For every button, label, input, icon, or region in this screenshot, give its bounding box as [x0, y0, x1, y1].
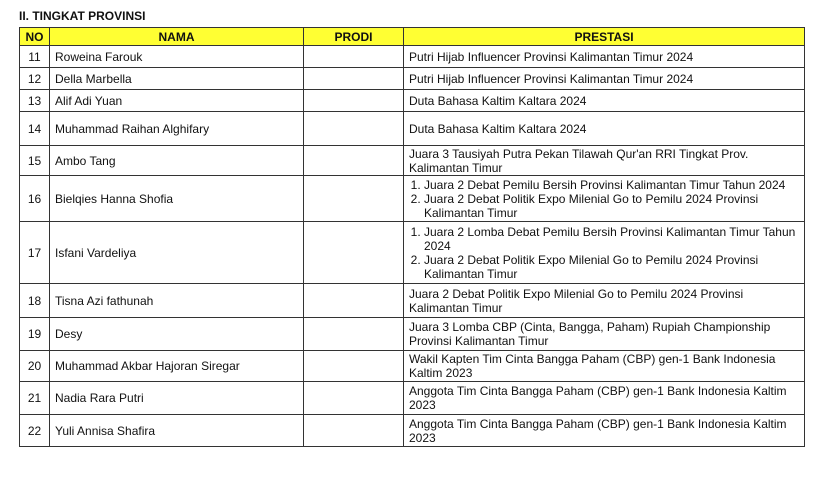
cell-no: 13 [20, 90, 50, 112]
cell-prestasi [404, 284, 805, 318]
table-row [20, 351, 805, 382]
cell-prodi [304, 222, 404, 284]
cell-nama: Roweina Farouk [50, 46, 304, 68]
cell-nama: Nadia Rara Putri [50, 382, 304, 415]
cell-prestasi [404, 68, 805, 90]
cell-no: 20 [20, 351, 50, 382]
cell-prodi [304, 284, 404, 318]
prestasi-text: Anggota Tim Cinta Bangga Paham (CBP) gen-1 Bank Indonesia Kaltim 2023 [409, 416, 787, 445]
cell-prodi [304, 112, 404, 146]
prestasi-text: Juara 3 Tausiyah Putra Pekan Tilawah Qur'an RRI Tingkat Prov. Kalimantan Timur [409, 146, 749, 175]
cell-nama: Alif Adi Yuan [50, 90, 304, 112]
cell-prodi [304, 46, 404, 68]
cell-prodi [304, 176, 404, 222]
prestasi-text: Duta Bahasa Kaltim Kaltara 2024 [409, 93, 587, 108]
table-row [20, 68, 805, 90]
cell-no: 21 [20, 382, 50, 415]
table-row [20, 382, 805, 415]
table-row [20, 415, 805, 447]
cell-prodi [304, 415, 404, 447]
cell-prodi [304, 318, 404, 351]
cell-no: 18 [20, 284, 50, 318]
cell-prodi [304, 146, 404, 176]
cell-no: 22 [20, 415, 50, 447]
table-row [20, 222, 805, 284]
cell-prestasi [404, 351, 805, 382]
cell-prestasi [404, 222, 805, 284]
cell-no: 14 [20, 112, 50, 146]
cell-prestasi [404, 112, 805, 146]
cell-prestasi [404, 90, 805, 112]
cell-no: 12 [20, 68, 50, 90]
cell-nama: Bielqies Hanna Shofia [50, 176, 304, 222]
prestasi-item: 1. Juara 2 Lomba Debat Pemilu Bersih Provinsi Kalimantan Timur Tahun 2024 [424, 225, 799, 253]
cell-prestasi [404, 415, 805, 447]
table-row [20, 176, 805, 222]
cell-nama: Tisna Azi fathunah [50, 284, 304, 318]
section-title: II. TINGKAT PROVINSI [19, 9, 146, 23]
cell-nama: Yuli Annisa Shafira [50, 415, 304, 447]
cell-no: 16 [20, 176, 50, 222]
cell-prodi [304, 68, 404, 90]
header-prodi: PRODI [304, 28, 404, 46]
cell-nama: Ambo Tang [50, 146, 304, 176]
header-no: NO [20, 28, 50, 46]
cell-no: 15 [20, 146, 50, 176]
cell-nama: Desy [50, 318, 304, 351]
prestasi-text: Putri Hijab Influencer Provinsi Kalimantan Timur 2024 [409, 71, 694, 86]
prestasi-text: Wakil Kapten Tim Cinta Bangga Paham (CBP) gen-1 Bank Indonesia Kaltim 2023 [409, 352, 776, 380]
prestasi-text: Juara 3 Lomba CBP (Cinta, Bangga, Paham) Rupiah Championship Provinsi Kalimantan Timur [409, 320, 771, 348]
prestasi-text: Anggota Tim Cinta Bangga Paham (CBP) gen-1 Bank Indonesia Kaltim 2023 [409, 384, 787, 412]
prestasi-list [409, 225, 799, 281]
achievement-table [19, 27, 805, 447]
prestasi-item: 1. Juara 2 Debat Pemilu Bersih Provinsi Kalimantan Timur Tahun 2024 [424, 178, 799, 192]
cell-prestasi [404, 382, 805, 415]
table-row [20, 146, 805, 176]
table-row [20, 46, 805, 68]
cell-no: 19 [20, 318, 50, 351]
prestasi-text: Putri Hijab Influencer Provinsi Kalimantan Timur 2024 [409, 49, 694, 64]
cell-nama: Muhammad Akbar Hajoran Siregar [50, 351, 304, 382]
cell-prodi [304, 351, 404, 382]
header-prestasi: PRESTASI [404, 28, 805, 46]
cell-no: 17 [20, 222, 50, 284]
cell-nama: Muhammad Raihan Alghifary [50, 112, 304, 146]
prestasi-text: Duta Bahasa Kaltim Kaltara 2024 [409, 121, 587, 136]
prestasi-item: 2. Juara 2 Debat Politik Expo Milenial Go to Pemilu 2024 Provinsi Kalimantan Timur [424, 192, 799, 220]
cell-prestasi [404, 146, 805, 176]
cell-prestasi [404, 46, 805, 68]
header-nama: NAMA [50, 28, 304, 46]
cell-nama: Della Marbella [50, 68, 304, 90]
prestasi-item: 2. Juara 2 Debat Politik Expo Milenial Go to Pemilu 2024 Provinsi Kalimantan Timur [424, 253, 799, 281]
table-row [20, 112, 805, 146]
table-row [20, 284, 805, 318]
table-row [20, 90, 805, 112]
cell-prodi [304, 382, 404, 415]
table-row [20, 318, 805, 351]
prestasi-list [409, 178, 799, 220]
cell-prestasi [404, 176, 805, 222]
prestasi-text: Juara 2 Debat Politik Expo Milenial Go to Pemilu 2024 Provinsi Kalimantan Timur [409, 286, 744, 315]
cell-prestasi [404, 318, 805, 351]
cell-nama: Isfani Vardeliya [50, 222, 304, 284]
table-body [20, 46, 805, 447]
table-header-row [20, 28, 805, 46]
cell-no: 11 [20, 46, 50, 68]
cell-prodi [304, 90, 404, 112]
